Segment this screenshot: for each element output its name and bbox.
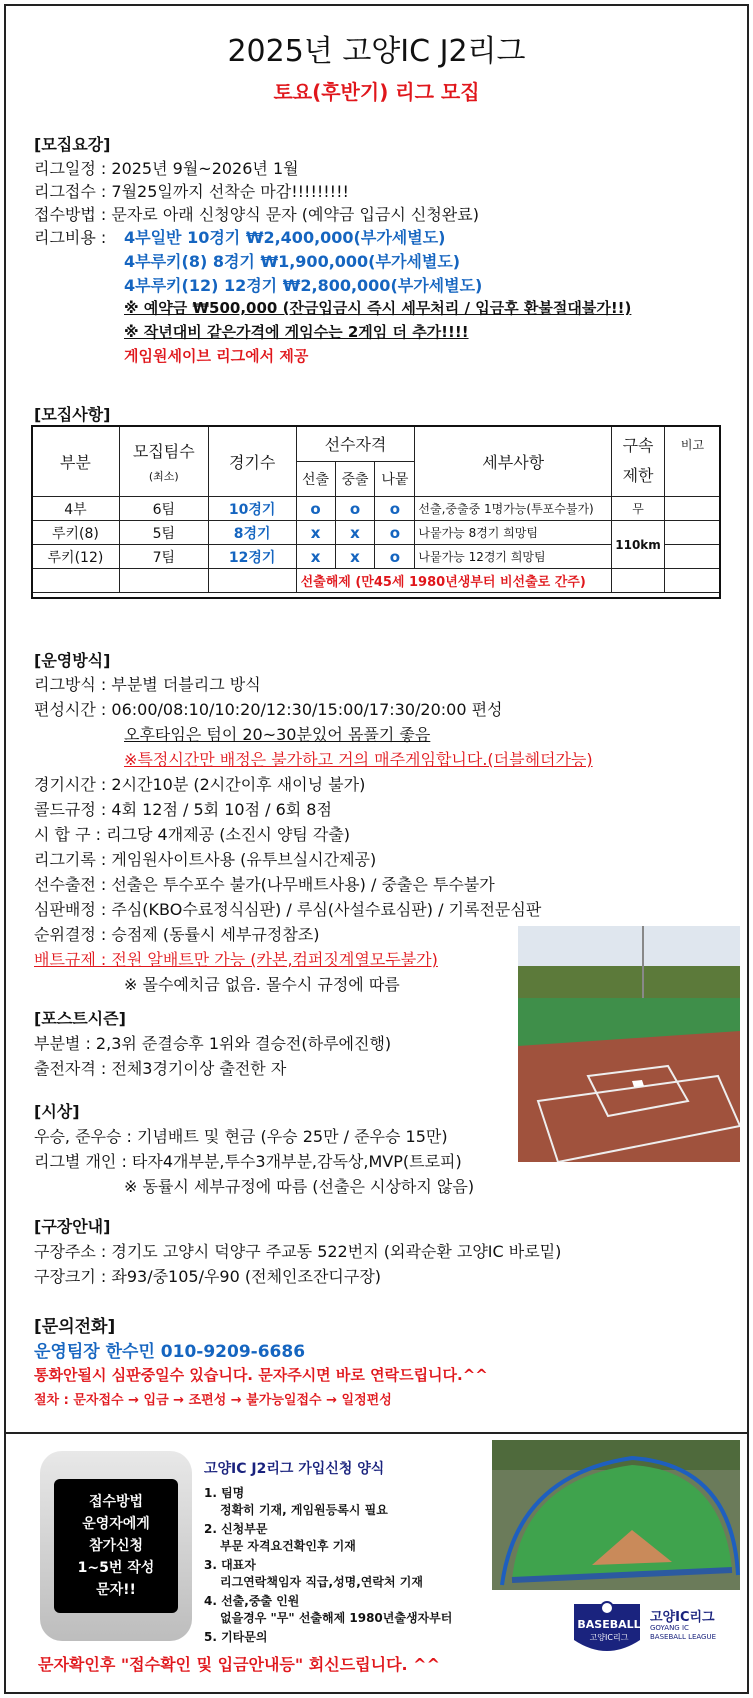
col-teams-label: 모집팀수 (132, 441, 195, 461)
col-games: 경기수 (208, 426, 296, 497)
recruit-header: [모집요강] (34, 135, 111, 154)
stadium-address: 구장주소 : 경기도 고양시 덕양구 주교동 522번지 (외곽순환 고양IC 바로밑) (34, 1242, 562, 1261)
stadium-header: [구장안내] (34, 1217, 111, 1236)
form-item-2: 2. 신청부문 (204, 1522, 268, 1536)
table-footnote-row (32, 569, 721, 593)
post-format: 부분별 : 2,3위 준결승후 1위와 결승전(하루에진행) (34, 1034, 392, 1053)
awards-note: ※ 동률시 세부규정에 따름 (선출은 시상하지 않음) (124, 1177, 475, 1196)
row-teams: 7팀 (119, 545, 208, 569)
baseball-field-photo (518, 926, 740, 1162)
phone-line: 참가신청 (88, 1538, 144, 1554)
fee-rookie-12: 4부루키(12) 12경기 ₩2,800,000(부가세별도) (124, 276, 483, 295)
form-item-2-sub: 부문 자격요건확인후 기재 (220, 1539, 356, 1553)
col-limit-1: 구속 (622, 436, 654, 455)
recruit-table (31, 425, 721, 593)
form-title: 고양IC J2리그 가입신청 양식 (204, 1461, 385, 1477)
table-row (32, 521, 721, 545)
recruit-schedule: 리그일정 : 2025년 9월~2026년 1월 (34, 159, 299, 178)
matters-header: [모집사항] (34, 405, 111, 424)
form-item-3-sub: 리그연락책임자 직급,성명,연락처 기재 (220, 1575, 423, 1589)
phone-graphic (40, 1451, 192, 1641)
row-q1: o (296, 497, 335, 521)
page-title: 2025년 고양IC J2리그 (227, 34, 526, 69)
contact-manager[interactable]: 운영팀장 한수민 010-9209-6686 (34, 1342, 306, 1362)
op-players: 선수출전 : 선출은 투수포수 불가(나무배트사용) / 중출은 투수불가 (34, 875, 495, 894)
op-time-warning: ※특정시간만 배정은 불가하고 거의 매주게임합니다.(더블헤더가능) (124, 750, 593, 769)
row-q2: x (335, 545, 375, 569)
fee-general: 4부일반 10경기 ₩2,400,000(부가세별도) (124, 228, 446, 247)
row-detail: 나뭍가능 12경기 희망팀 (415, 545, 612, 569)
row-teams: 6팀 (119, 497, 208, 521)
phone-line: 문자!! (96, 1582, 136, 1598)
form-item-4-sub: 없을경우 "무" 선출해제 1980년출생자부터 (220, 1611, 453, 1625)
op-time-note: 오후타임은 텀이 20~30분있어 몸풀기 좋음 (124, 725, 431, 744)
operation-header: [운영방식] (34, 651, 111, 670)
extra-games-note: ※ 작년대비 같은가격에 게임수는 2게임 더 추가!!!! (124, 323, 469, 341)
row-games: 10경기 (208, 497, 296, 521)
col-teams (119, 426, 208, 497)
row-limit: 무 (612, 497, 665, 521)
row-games: 8경기 (208, 521, 296, 545)
logo-name: 고양IC리그 (650, 1610, 715, 1625)
col-detail: 세부사항 (415, 426, 612, 497)
logo-main-text: BASEBALL (577, 1618, 641, 1631)
phone-screen (54, 1479, 178, 1613)
col-limit-2: 제한 (622, 466, 654, 485)
contact-header: [문의전화] (34, 1317, 116, 1337)
row-note (665, 545, 721, 569)
page-subtitle: 토요(후반기) 리그 모집 (273, 80, 480, 104)
row-note (665, 497, 721, 521)
logo-en-1: GOYANG IC (650, 1624, 689, 1632)
row-q3: o (375, 497, 415, 521)
awards-team: 우승, 준우승 : 기념배트 및 현금 (우승 25만 / 준우승 15만) (34, 1127, 448, 1146)
row-games: 12경기 (208, 545, 296, 569)
logo-en-2: BASEBALL LEAGUE (650, 1633, 717, 1641)
deposit-note: ※ 예약금 ₩500,000 (잔금입금시 즉시 세무처리 / 입금후 환불절대불가!!) (124, 299, 632, 317)
col-limit (612, 426, 665, 497)
contact-process: 절차 : 문자접수 → 입금 → 조편성 → 불가능일접수 → 일정편성 (34, 1393, 392, 1408)
row-q1: x (296, 521, 335, 545)
col-q3: 나뭍 (375, 462, 415, 497)
form-item-5: 5. 기타문의 (204, 1630, 268, 1644)
row-q3: o (375, 545, 415, 569)
phone-line: 접수방법 (88, 1494, 144, 1510)
phone-line: 1~5번 작성 (77, 1560, 155, 1576)
section-divider (4, 1432, 749, 1434)
op-bat-rule: 배트규제 : 전원 알배트만 가능 (카본,컴퍼짓계열모두불가) (34, 950, 438, 969)
table-row (32, 497, 721, 521)
col-q1: 선출 (296, 462, 335, 497)
form-item-1-sub: 정확히 기재, 게임원등록시 필요 (220, 1503, 388, 1517)
post-eligibility: 출전자격 : 전체3경기이상 출전한 자 (34, 1059, 287, 1078)
op-cold: 콜드규정 : 4회 12점 / 5회 10점 / 6회 8점 (34, 800, 332, 819)
form-item-3: 3. 대표자 (204, 1558, 256, 1572)
row-detail: 나뭍가능 8경기 희망팀 (415, 521, 612, 545)
aerial-field-photo (492, 1440, 740, 1590)
row-q2: x (335, 521, 375, 545)
op-balls: 시 합 구 : 리그당 4개제공 (소진시 양팀 각출) (34, 825, 351, 844)
phone-line: 운영자에게 (82, 1516, 150, 1532)
row-division: 루키(8) (32, 521, 120, 545)
op-ranking: 순위결정 : 승점제 (동률시 세부규정참조) (34, 925, 320, 944)
row-note (665, 521, 721, 545)
league-logo (570, 1600, 735, 1664)
op-umpire: 심판배정 : 주심(KBO수료정식심판) / 루심(사설수료심판) / 기록전문심판 (34, 900, 542, 919)
recruit-method: 접수방법 : 문자로 아래 신청양식 문자 (예약금 입금시 신청완료) (34, 205, 479, 224)
row-detail: 선출,중출중 1명가능(투포수불가) (415, 497, 612, 521)
awards-header: [시상] (34, 1102, 80, 1121)
col-division: 부분 (32, 426, 120, 497)
row-q2: o (335, 497, 375, 521)
awards-individual: 리그별 개인 : 타자4개부분,투수3개부분,감독상,MVP(트로피) (34, 1152, 462, 1171)
qualification-release-note: 선출해제 (만45세 1980년생부터 비선출로 간주) (296, 569, 611, 593)
fee-rookie-8: 4부루키(8) 8경기 ₩1,900,000(부가세별도) (124, 252, 461, 271)
col-teams-sub: (최소) (148, 469, 179, 483)
form-item-4: 4. 선출,중출 인원 (204, 1594, 300, 1608)
op-record: 리그기록 : 게임원사이트사용 (유투브실시간제공) (34, 850, 377, 869)
row-division: 4부 (32, 497, 120, 521)
col-note: 비고 (665, 426, 721, 497)
stadium-size: 구장크기 : 좌93/중105/우90 (전체인조잔디구장) (34, 1267, 382, 1286)
op-forfeit: ※ 몰수예치금 없음. 몰수시 규정에 따름 (124, 975, 400, 994)
op-duration: 경기시간 : 2시간10분 (2시간이후 새이닝 불가) (34, 775, 366, 794)
postseason-header: [포스트시즌] (34, 1009, 126, 1028)
op-method: 리그방식 : 부분별 더블리그 방식 (34, 675, 261, 694)
contact-note: 통화안될시 심판중일수 있습니다. 문자주시면 바로 연락드립니다.^^ (34, 1366, 488, 1384)
row-q3: o (375, 521, 415, 545)
fee-label: 리그비용 : (34, 228, 107, 247)
op-time: 편성시간 : 06:00/08:10/10:20/12:30/15:00/17:30/20:00 편성 (34, 700, 503, 719)
col-qualification: 선수자격 (296, 426, 415, 462)
col-q2: 중출 (335, 462, 375, 497)
row-limit: 110km (612, 521, 665, 569)
row-division: 루키(12) (32, 545, 120, 569)
logo-sub-text: 고양IC리그 (589, 1633, 629, 1642)
row-q1: x (296, 545, 335, 569)
provider-note: 게임원세이브 리그에서 제공 (124, 347, 309, 365)
reply-notice: 문자확인후 "접수확인 및 입금안내등" 회신드립니다. ^^ (38, 1655, 440, 1674)
row-teams: 5팀 (119, 521, 208, 545)
recruit-deadline: 리그접수 : 7월25일까지 선착순 마감!!!!!!!!! (34, 182, 349, 201)
form-item-1: 1. 팀명 (204, 1486, 245, 1500)
